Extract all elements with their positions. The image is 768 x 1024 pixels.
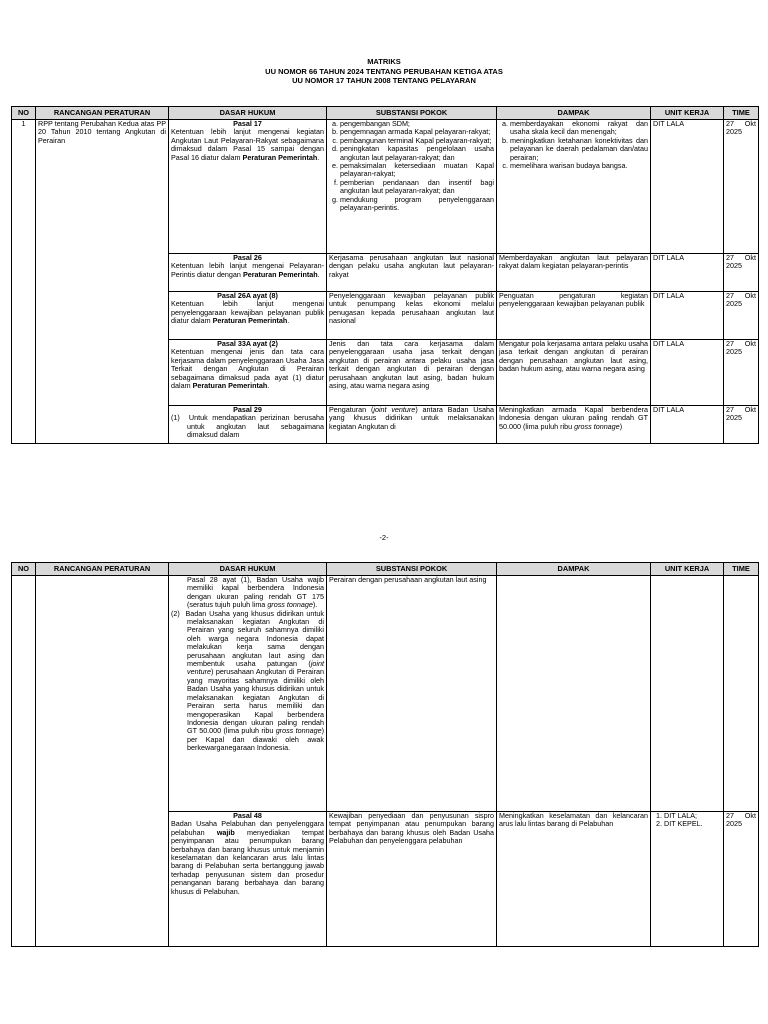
dampak-item: c. memelihara warisan budaya bangsa. — [510, 162, 648, 170]
dampak-cell: Meningkatkan armada Kapal berbendera Indonesia dengan ukuran paling rendah GT 50.000 (lima puluh ribu gross tonnage) — [497, 406, 651, 444]
unit-kerja — [651, 812, 724, 947]
pasal-heading: Pasal 26 — [233, 253, 262, 262]
pasal-heading: Pasal 48 — [233, 811, 262, 820]
col-header-rancangan: RANCANGAN PERATURAN — [36, 107, 169, 120]
dasar-hukum-text: Ketentuan mengenai jenis dan tata cara kerjasama dalam penyelenggaraan Usaha Jasa Terkait dengan Angkutan di Perairan sebagaimana dimaksud pada ayat (1) diatur dalam Peraturan Pemerintah. — [171, 347, 324, 391]
time-cell: 27 Okt 2025 — [724, 120, 759, 254]
dampak-cell: Memberdayakan angkutan laut pelayaran rakyat dalam kegiatan pelayaran-perintis — [497, 254, 651, 292]
col-header-time: TIME — [724, 107, 759, 120]
col-header-dasar-hukum: DASAR HUKUM — [169, 563, 327, 576]
time-cell: 27 Okt 2025 — [724, 406, 759, 444]
col-header-dasar-hukum: DASAR HUKUM — [169, 107, 327, 120]
time-cell: 27 Okt 2025 — [724, 340, 759, 406]
substansi-cell: Penyelenggaraan kewajiban pelayanan publik untuk penumpang kelas ekonomi melalui penugasan kepada perusahaan angkutan laut nasional — [327, 292, 497, 340]
pasal-heading: Pasal 33A ayat (2) — [217, 339, 278, 348]
dasar-hukum-text: Badan Usaha Pelabuhan dan penyelenggara pelabuhan wajib menyediakan tempat penyimpanan atau penumpukan barang berbahaya dan barang khusus untuk menjamin keselamatan dan kelancaran arus lalu lintas barang di Pelabuhan serta bertanggung jawab terhadap penyusunan sistem dan prosedur penanganan barang berbahaya dan barang khusus di Pelabuhan. — [171, 819, 324, 896]
unit-kerja: DIT LALA — [651, 340, 724, 406]
col-header-dampak: DAMPAK — [497, 107, 651, 120]
substansi-cell: Kerjasama perusahaan angkutan laut nasional dengan pelaku usaha angkutan laut pelayaran-rakyat — [327, 254, 497, 292]
dampak-cell — [497, 120, 651, 254]
col-header-dampak: DAMPAK — [497, 563, 651, 576]
substansi-cell: Kewajiban penyediaan dan penyusunan sispro tempat penyimpanan atau penumpukan barang berbahaya dan barang khusus oleh Badan Usaha Pelabuhan dan penyelenggara pelabuhan — [327, 812, 497, 947]
dasar-hukum-cell — [169, 254, 327, 292]
dasar-hukum-text: Ketentuan lebih lanjut mengenai kegiatan Angkutan Laut Pelayaran-Rakyat sebagaimana dimaksud dalam Pasal 15 sampai dengan Pasal 16 diatur dalam Peraturan Pemerintah. — [171, 127, 324, 162]
dasar-hukum-cell — [169, 340, 327, 406]
dasar-hukum-cell — [169, 406, 327, 444]
col-header-unit-kerja: UNIT KERJA — [651, 107, 724, 120]
dampak-item: b. meningkatkan ketahanan konektivitas dan pelayanan ke daerah pedalaman dan/atau perairan; — [510, 137, 648, 162]
unit-kerja — [651, 576, 724, 812]
unit-kerja-item: 2. DIT KEPEL. — [664, 820, 721, 828]
document-title: MATRIKS — [367, 57, 401, 66]
substansi-item: a. pengembangan SDM; — [340, 120, 494, 128]
substansi-cell: Jenis dan tata cara kerjasama dalam penyelenggaraan usaha jasa terkait dengan angkutan di perairan antara pelaku usaha jasa terkait dengan angkutan di perairan dengan perusahaan angkutan laut asing, badan hukum asing, atau warna negara asing — [327, 340, 497, 406]
dasar-hukum-cell — [169, 120, 327, 254]
unit-kerja: DIT LALA — [651, 254, 724, 292]
substansi-cell — [327, 120, 497, 254]
dampak-cell: Mengatur pola kerjasama antara pelaku usaha jasa terkait dengan angkutan di perairan dengan perusahaan angkutan laut asing, badan hukum asing, atau warna negara asing — [497, 340, 651, 406]
dasar-hukum-item: (1) Untuk mendapatkan perizinan berusaha untuk angkutan laut sebagaimana dimaksud dalam — [171, 413, 324, 440]
time-cell: 27 Okt 2025 — [724, 292, 759, 340]
dampak-cell — [497, 576, 651, 812]
table-row — [12, 576, 759, 812]
dasar-hukum-cell — [169, 576, 327, 812]
dampak-item: a. memberdayakan ekonomi rakyat dan usaha skala kecil dan menengah; — [510, 120, 648, 137]
col-header-substansi: SUBSTANSI POKOK — [327, 563, 497, 576]
table-header-row — [12, 107, 759, 120]
row-number — [12, 576, 36, 947]
matrix-table-page1 — [11, 106, 759, 444]
pasal-heading: Pasal 26A ayat (8) — [217, 291, 278, 300]
substansi-item: f. pemberian pendanaan dan insentif bagi angkutan laut pelayaran-rakyat; dan — [340, 179, 494, 196]
page-number: -2- — [379, 533, 389, 542]
col-header-no: NO — [12, 563, 36, 576]
matrix-table-page2 — [11, 562, 759, 947]
substansi-cell: Pengaturan (joint venture) antara Badan Usaha yang khusus didirikan untuk melaksanakan kegiatan Angkutan di — [327, 406, 497, 444]
pasal-heading: Pasal 29 — [233, 405, 262, 414]
dampak-cell: Penguatan pengaturan kegiatan penyelenggaraan kewajiban pelayanan publik — [497, 292, 651, 340]
unit-kerja: DIT LALA — [651, 120, 724, 254]
unit-kerja-item: 1. DIT LALA; — [664, 812, 721, 820]
dasar-hukum-cell — [169, 812, 327, 947]
dampak-cell: Meningkatkan keselamatan dan kelancaran arus lalu lintas barang di Pelabuhan — [497, 812, 651, 947]
rancangan-peraturan — [36, 576, 169, 947]
col-header-rancangan: RANCANGAN PERATURAN — [36, 563, 169, 576]
table-header-row — [12, 563, 759, 576]
substansi-item: e. pemaksimalan ketersediaan muatan Kapal pelayaran-rakyat; — [340, 162, 494, 179]
substansi-item: d. peningkatan kapasitas pengelolaan usaha angkutan laut pelayaran-rakyat; dan — [340, 145, 494, 162]
substansi-item: g. mendukung program penyelenggaraan pelayaran-perintis. — [340, 196, 494, 213]
rancangan-peraturan: RPP tentang Perubahan Kedua atas PP 20 Tahun 2010 tentang Angkutan di Perairan — [36, 120, 169, 444]
time-cell: 27 Okt 2025 — [724, 254, 759, 292]
time-cell — [724, 576, 759, 812]
dasar-hukum-text: Ketentuan lebih lanjut mengenai Pelayaran-Perintis diatur dengan Peraturan Pemerintah. — [171, 261, 324, 279]
substansi-item: c. pembangunan terminal Kapal pelayaran-rakyat; — [340, 137, 494, 145]
row-number: 1 — [12, 120, 36, 444]
dasar-hukum-text: Ketentuan lebih lanjut mengenai penyelenggaraan kewajiban pelayanan publik diatur dalam Peraturan Pemerintah. — [171, 299, 324, 326]
col-header-no: NO — [12, 107, 36, 120]
pasal-heading: Pasal 17 — [233, 119, 262, 128]
unit-kerja: DIT LALA — [651, 292, 724, 340]
dasar-hukum-cell — [169, 292, 327, 340]
unit-kerja: DIT LALA — [651, 406, 724, 444]
dasar-hukum-item: Pasal 28 ayat (1), Badan Usaha wajib memiliki kapal berbendera Indonesia dengan ukuran paling rendah GT 175 (seratus tujuh puluh lima gross tonnage). — [187, 575, 324, 610]
substansi-item: b. pengemnagan armada Kapal pelayaran-rakyat; — [340, 128, 494, 136]
col-header-substansi: SUBSTANSI POKOK — [327, 107, 497, 120]
document-subtitle-1: UU NOMOR 66 TAHUN 2024 TENTANG PERUBAHAN KETIGA ATAS — [265, 67, 503, 76]
col-header-unit-kerja: UNIT KERJA — [651, 563, 724, 576]
table-row — [12, 120, 759, 254]
substansi-cell: Perairan dengan perusahaan angkutan laut asing — [327, 576, 497, 812]
document-subtitle-2: UU NOMOR 17 TAHUN 2008 TENTANG PELAYARAN — [292, 76, 476, 85]
col-header-time: TIME — [724, 563, 759, 576]
time-cell: 27 Okt 2025 — [724, 812, 759, 947]
dasar-hukum-item: (2) Badan Usaha yang khusus didirikan untuk melaksanakan kegiatan Angkutan di Perairan yang seluruh sahamnya dimiliki oleh warga negara Indonesia dapat melakukan kerja sama dengan perusahaan angkutan laut asing dan membentuk usaha patungan (joint venture) perusahaan Angkutan di Perairan yang mayoritas sahamnya dimiliki oleh Badan Usaha yang khusus didirikan untuk melaksanakan kegiatan Angkutan di Perairan serta harus memiliki dan mengoperasikan Kapal berbendera Indonesia dengan ukuran paling rendah GT 50.000 (lima puluh ribu gross tonnage) per Kapal dan diawaki oleh awak berkewarganegaraan Indonesia. — [171, 608, 324, 753]
